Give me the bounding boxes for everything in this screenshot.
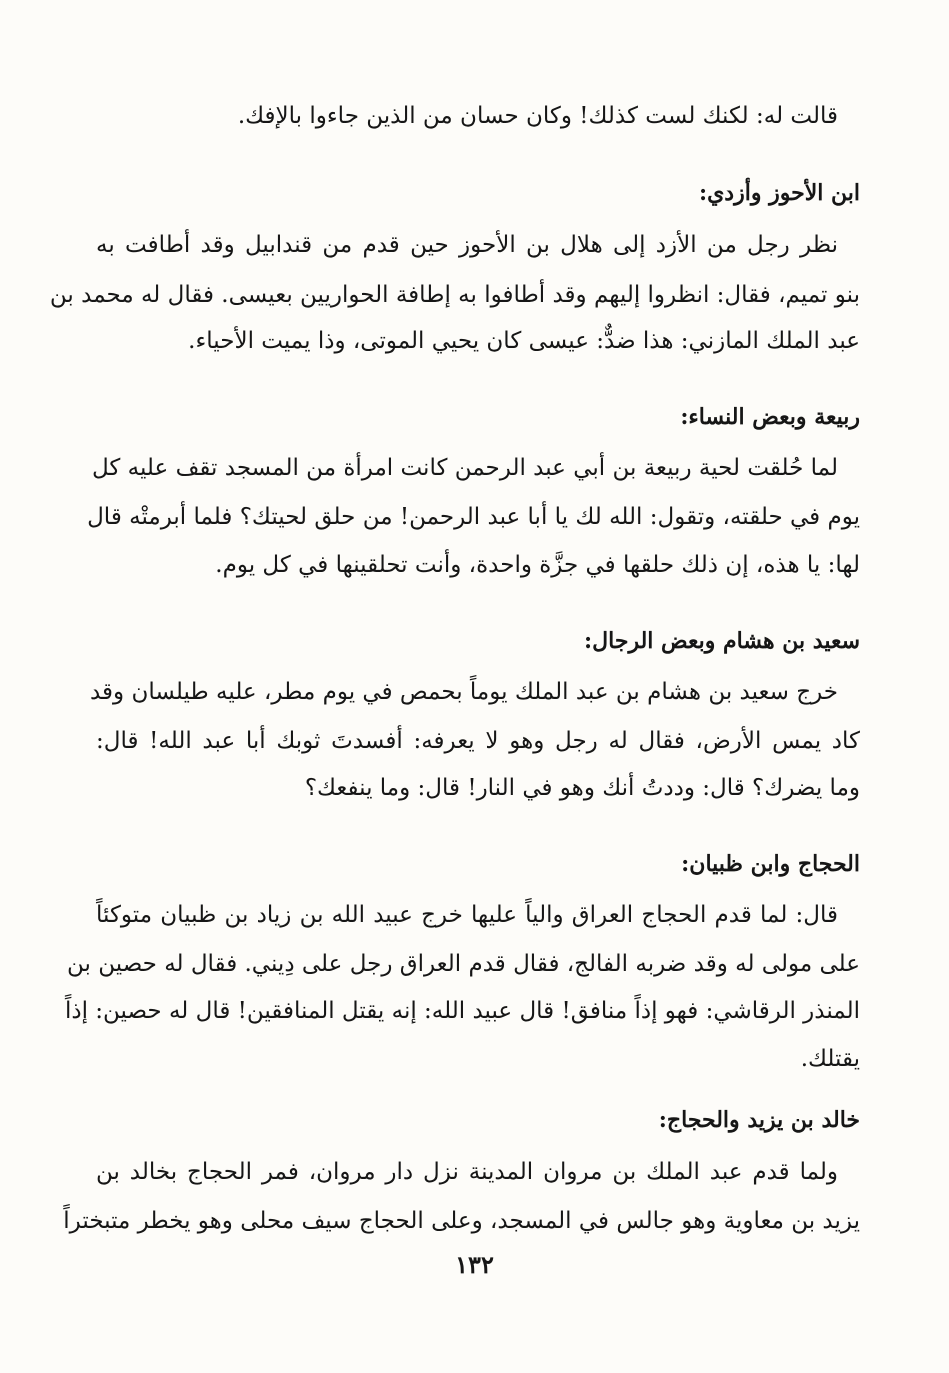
section-heading: خالد بن يزيد والحجاج:: [658, 1107, 860, 1133]
paragraph-line: المنذر الرقاشي: فهو إذاً منافق! قال عبيد الله: إنه يقتل المنافقين! قال له حصين: إذاً: [64, 998, 860, 1024]
section-heading: ربيعة وبعض النساء:: [680, 404, 860, 430]
paragraph-line: لها: يا هذه، إن ذلك حلقها في جزَّة واحدة، وأنت تحلقينها في كل يوم.: [215, 552, 860, 578]
paragraph-line: لما حُلقت لحية ربيعة بن أبي عبد الرحمن كانت امرأة من المسجد تقف عليه كل: [91, 455, 838, 481]
section-heading: سعيد بن هشام وبعض الرجال:: [584, 628, 860, 654]
paragraph-line: كاد يمس الأرض، فقال له رجل وهو لا يعرفه: أفسدتَ ثوبك أبا عبد الله! قال:: [96, 728, 860, 754]
paragraph-line: نظر رجل من الأزد إلى هلال بن الأحوز حين قدم من قندابيل وقد أطافت به: [96, 232, 838, 258]
paragraph-line: عبد الملك المازني: هذا ضدٌّ: عيسى كان يحيي الموتى، وذا يميت الأحياء.: [188, 328, 860, 354]
paragraph-line: بنو تميم، فقال: انظروا إليهم وقد أطافوا به إطافة الحواريين بعيسى. فقال له محمد بن: [49, 282, 860, 308]
section-heading: ابن الأحوز وأزدي:: [698, 180, 860, 206]
paragraph-line: وما يضرك؟ قال: وددتُ أنك وهو في النار! قال: وما ينفعك؟: [304, 775, 860, 801]
paragraph-line: خرج سعيد بن هشام بن عبد الملك يوماً بحمص في يوم مطر، عليه طيلسان وقد: [89, 679, 838, 705]
paragraph-line: قالت له: لكنك لست كذلك! وكان حسان من الذين جاءوا بالإفك.: [237, 103, 838, 129]
page-number: ١٣٢: [455, 1250, 494, 1279]
book-page: [49, 0, 860, 1373]
paragraph-line: يزيد بن معاوية وهو جالس في المسجد، وعلى الحجاج سيف محلى وهو يخطر متبختراً: [63, 1208, 860, 1234]
paragraph-line: ولما قدم عبد الملك بن مروان المدينة نزل دار مروان، فمر الحجاج بخالد بن: [96, 1159, 838, 1185]
paragraph-line: قال: لما قدم الحجاج العراق والياً عليها خرج عبيد الله بن زياد بن ظبيان متوكئاً: [96, 902, 838, 928]
paragraph-line: يوم في حلقته، وتقول: الله لك يا أبا عبد الرحمن! من حلق لحيتك؟ فلما أبرمتْه قال: [87, 504, 860, 530]
paragraph-line: على مولى له وقد ضربه الفالج، فقال قدم العراق رجل على دِيني. فقال له حصين بن: [67, 951, 860, 977]
section-heading: الحجاج وابن ظبيان:: [681, 851, 860, 877]
paragraph-line: يقتلك.: [800, 1046, 860, 1072]
